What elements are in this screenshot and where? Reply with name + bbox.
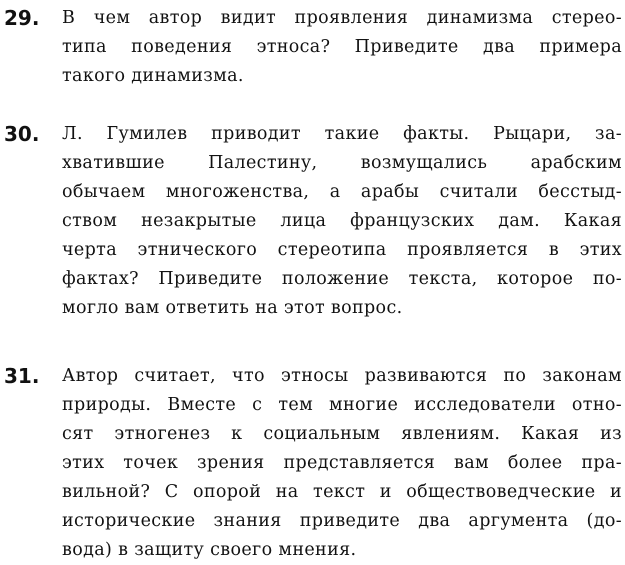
text-line: обычаем многоженства, а арабы считали бесстыд-	[62, 182, 622, 202]
text-line: могло вам ответить на этот вопрос.	[62, 298, 403, 318]
text-line: Л. Гумилев приводит такие факты. Рыцари, за-	[62, 124, 622, 144]
question-number: 30.	[4, 122, 40, 146]
question-text	[62, 4, 622, 91]
text-line: вильной? С опорой на текст и обществоведческие и	[62, 482, 622, 502]
text-line: вода) в защиту своего мнения.	[62, 540, 357, 560]
text-line: сят этногенез к социальным явлениям. Какая из	[62, 424, 622, 444]
text-line: черта этнического стереотипа проявляется в этих	[62, 240, 622, 260]
question-number: 29.	[4, 6, 40, 30]
text-line: такого динамизма.	[62, 66, 244, 86]
question-text	[62, 120, 622, 323]
question-number: 31.	[4, 364, 40, 388]
text-line: ством незакрытые лица французских дам. Какая	[62, 211, 622, 231]
text-line: исторические знания приведите два аргумента (до-	[62, 511, 622, 531]
text-line: типа поведения этноса? Приведите два примера	[62, 37, 622, 57]
text-line: хватившие Палестину, возмущались арабским	[62, 153, 622, 173]
text-line: природы. Вместе с тем многие исследователи отно-	[62, 395, 622, 415]
text-line: этих точек зрения представляется вам более пра-	[62, 453, 622, 473]
text-line: фактах? Приведите положение текста, которое по-	[62, 269, 622, 289]
text-line: В чем автор видит проявления динамизма стерео-	[62, 8, 622, 28]
text-line: Автор считает, что этносы развиваются по законам	[62, 366, 622, 386]
question-text	[62, 362, 622, 565]
